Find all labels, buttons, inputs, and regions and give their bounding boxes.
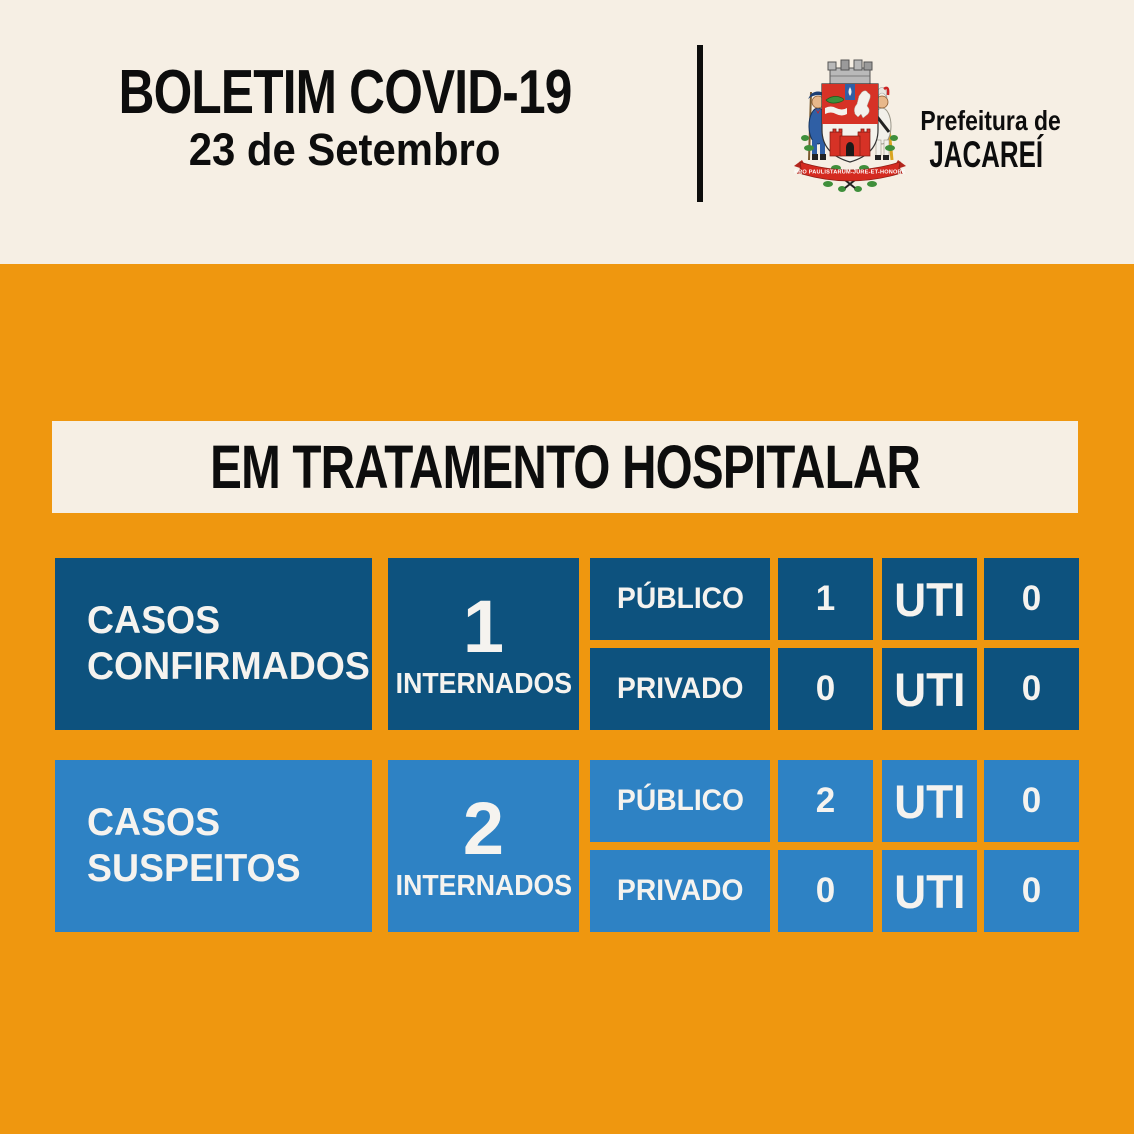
page-title: BOLETIM COVID-19 [118, 58, 572, 127]
org-name-line1: Prefeitura de [920, 105, 1061, 136]
shield [822, 84, 878, 162]
uti-value-card [984, 850, 1079, 932]
section-casos-suspeitos [0, 760, 1134, 932]
total-label: INTERNADOS [395, 667, 572, 700]
scope-label: PRIVADO [616, 874, 744, 907]
privado-value-card [778, 648, 873, 730]
publico-value: 1 [815, 579, 836, 618]
total-label: INTERNADOS [395, 869, 572, 902]
title-block [40, 58, 650, 176]
org-name-block [905, 106, 1065, 173]
bulletin-date: 23 de Setembro [189, 124, 501, 176]
scope-privado-card [590, 648, 770, 730]
total-internados-card [388, 558, 579, 730]
section-banner [52, 421, 1078, 513]
total-value: 1 [462, 584, 505, 668]
section-casos-confirmados [0, 558, 1134, 730]
uti-value-card [984, 558, 1079, 640]
scope-label: PÚBLICO [616, 784, 744, 817]
crest-motto: PRO PAULISTARUM-JURE-ET-HONORE [794, 169, 906, 176]
case-type-line2: CONFIRMADOS [87, 645, 370, 688]
motto-ribbon [794, 160, 906, 181]
case-type-line1: CASOS [87, 800, 221, 844]
case-type-card [55, 760, 372, 932]
case-type-card [55, 558, 372, 730]
uti-value: 0 [1021, 579, 1042, 618]
jacarei-coat-of-arms-icon [778, 56, 920, 194]
uti-value: 0 [1021, 669, 1042, 708]
scope-label: PRIVADO [616, 672, 744, 705]
header-divider [697, 45, 703, 202]
uti-label-card [882, 648, 977, 730]
scope-publico-card [590, 558, 770, 640]
scope-privado-card [590, 850, 770, 932]
uti-label: UTI [893, 774, 966, 828]
privado-value-card [778, 850, 873, 932]
uti-label: UTI [893, 864, 966, 918]
uti-label-card [882, 760, 977, 842]
uti-label-card [882, 558, 977, 640]
scope-label: PÚBLICO [616, 582, 744, 615]
org-name-line2: JACAREÍ [929, 133, 1044, 175]
uti-label-card [882, 850, 977, 932]
publico-value: 2 [815, 781, 836, 820]
uti-label: UTI [893, 662, 966, 716]
header-band [0, 0, 1134, 264]
uti-value-card [984, 648, 1079, 730]
uti-value: 0 [1021, 781, 1042, 820]
privado-value: 0 [815, 871, 836, 910]
mural-crown [828, 60, 872, 84]
uti-label: UTI [893, 572, 966, 626]
publico-value-card [778, 760, 873, 842]
total-internados-card [388, 760, 579, 932]
total-value: 2 [462, 786, 505, 870]
banner-title: EM TRATAMENTO HOSPITALAR [210, 433, 920, 501]
scope-publico-card [590, 760, 770, 842]
uti-value: 0 [1021, 871, 1042, 910]
privado-value: 0 [815, 669, 836, 708]
uti-value-card [984, 760, 1079, 842]
case-type-line1: CASOS [87, 598, 221, 642]
publico-value-card [778, 558, 873, 640]
case-type-line2: SUSPEITOS [87, 847, 301, 890]
